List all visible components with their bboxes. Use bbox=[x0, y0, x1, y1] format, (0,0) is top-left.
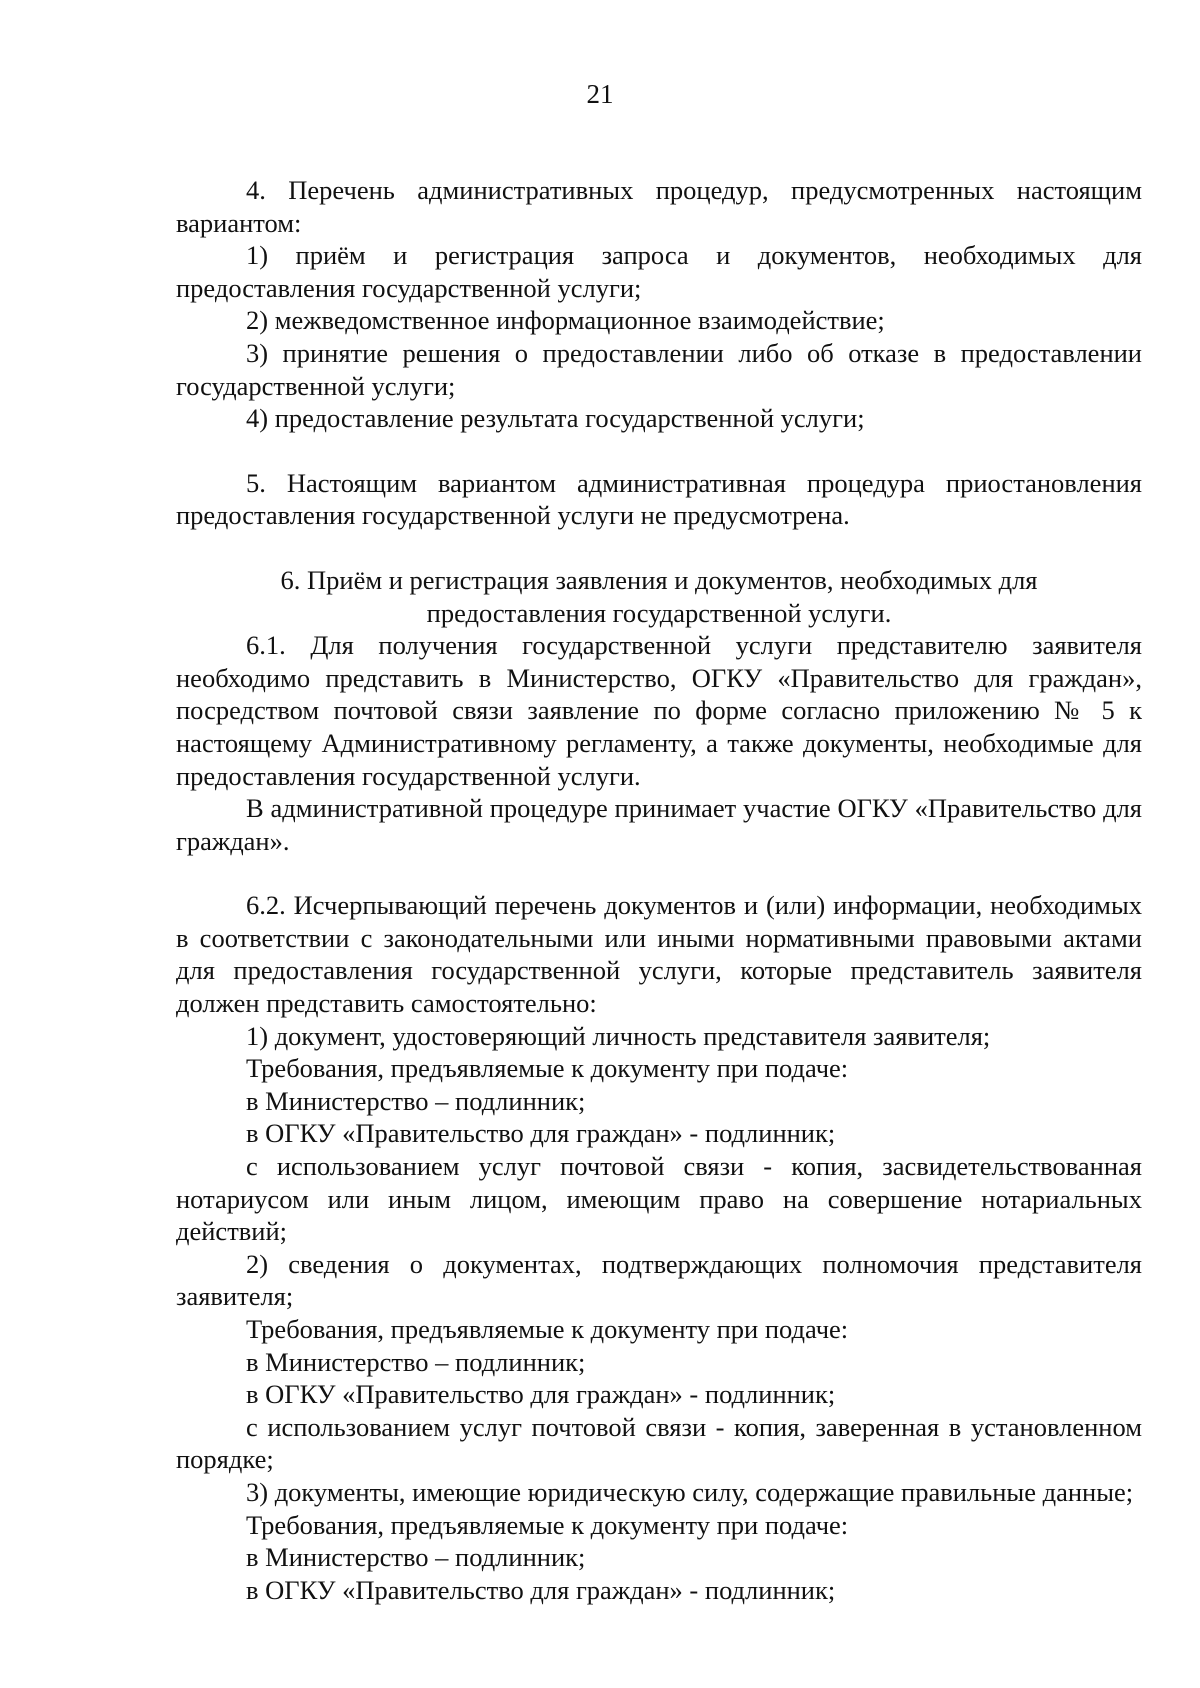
doc-1-post: с использованием услуг почтовой связи - копия, засвидетельствованная нотариусом или иным лицом, имеющим право на совершение нотариальных действий; bbox=[176, 1151, 1142, 1247]
doc-2-requirements-intro: Требования, предъявляемые к документу при подаче: bbox=[246, 1314, 849, 1344]
doc-3-ogku: в ОГКУ «Правительство для граждан» - подлинник; bbox=[246, 1574, 836, 1605]
section-4-item-3: 3) принятие решения о предоставлении либо об отказе в предоставлении государственной услуги; bbox=[176, 337, 1142, 401]
doc-1-requirements-intro: Требования, предъявляемые к документу при подаче: bbox=[246, 1053, 849, 1084]
doc-1-ogku: в ОГКУ «Правительство для граждан» - подлинник; bbox=[246, 1118, 836, 1149]
section-4-item-1: 1) приём и регистрация запроса и документов, необходимых для предоставления государственной услуги; bbox=[176, 240, 1142, 303]
doc-2-post: с использованием услуг почтовой связи - копия, заверенная в установленном порядке; bbox=[176, 1411, 1142, 1475]
section-5-text: 5. Настоящим вариантом административная процедура приостановления предоставления государственной услуги не предусмотрена. bbox=[176, 467, 1142, 531]
section-6-heading: 6. Приём и регистрация заявления и документов, необходимых для предоставления государственной услуги. bbox=[280, 564, 1038, 628]
paragraph-gap bbox=[176, 532, 1142, 564]
doc-3-requirements-intro: Требования, предъявляемые к документу при подаче: bbox=[246, 1509, 849, 1540]
doc-3-title: 3) документы, имеющие юридическую силу, содержащие правильные данные; bbox=[246, 1476, 1134, 1507]
paragraph-6-1: 6.1. Для получения государственной услуги представителю заявителя необходимо представить в Министерство, ОГКУ «Правительство для граждан», посредством почтовой связи заявление по форме согласно приложению № 5 к настоящему Административному регламенту, а также документы, необходимые для предоставления государственной услуги. bbox=[176, 630, 1142, 791]
section-4-item-2: 2) межведомственное информационное взаимодействие; bbox=[246, 305, 885, 336]
paragraph-gap bbox=[176, 435, 1142, 467]
doc-2-ogku: в ОГКУ «Правительство для граждан» - подлинник; bbox=[246, 1379, 836, 1410]
doc-3-ministry: в Министерство – подлинник; bbox=[246, 1542, 586, 1573]
page-number: 21 bbox=[586, 79, 614, 109]
section-4-item-4: 4) предоставление результата государственной услуги; bbox=[246, 403, 865, 434]
paragraph-6-1-participation: В административной процедуре принимает участие ОГКУ «Правительство для граждан». bbox=[176, 793, 1142, 856]
document-body bbox=[176, 174, 1142, 1606]
doc-1-ministry: в Министерство – подлинник; bbox=[246, 1085, 586, 1116]
paragraph-6-2: 6.2. Исчерпывающий перечень документов и (или) информации, необходимых в соответствии с законодательными или иными нормативными правовыми актами для предоставления государственной услуги, которые представитель заявителя должен представить самостоятельно: bbox=[176, 890, 1142, 1019]
doc-2-ministry: в Министерство – подлинник; bbox=[246, 1346, 586, 1377]
section-4-intro: 4. Перечень административных процедур, предусмотренных настоящим вариантом: bbox=[176, 175, 1142, 238]
doc-2-title: 2) сведения о документах, подтверждающих полномочия представителя заявителя; bbox=[176, 1248, 1142, 1312]
doc-1-title: 1) документ, удостоверяющий личность представителя заявителя; bbox=[246, 1020, 991, 1051]
paragraph-gap bbox=[176, 857, 1142, 889]
